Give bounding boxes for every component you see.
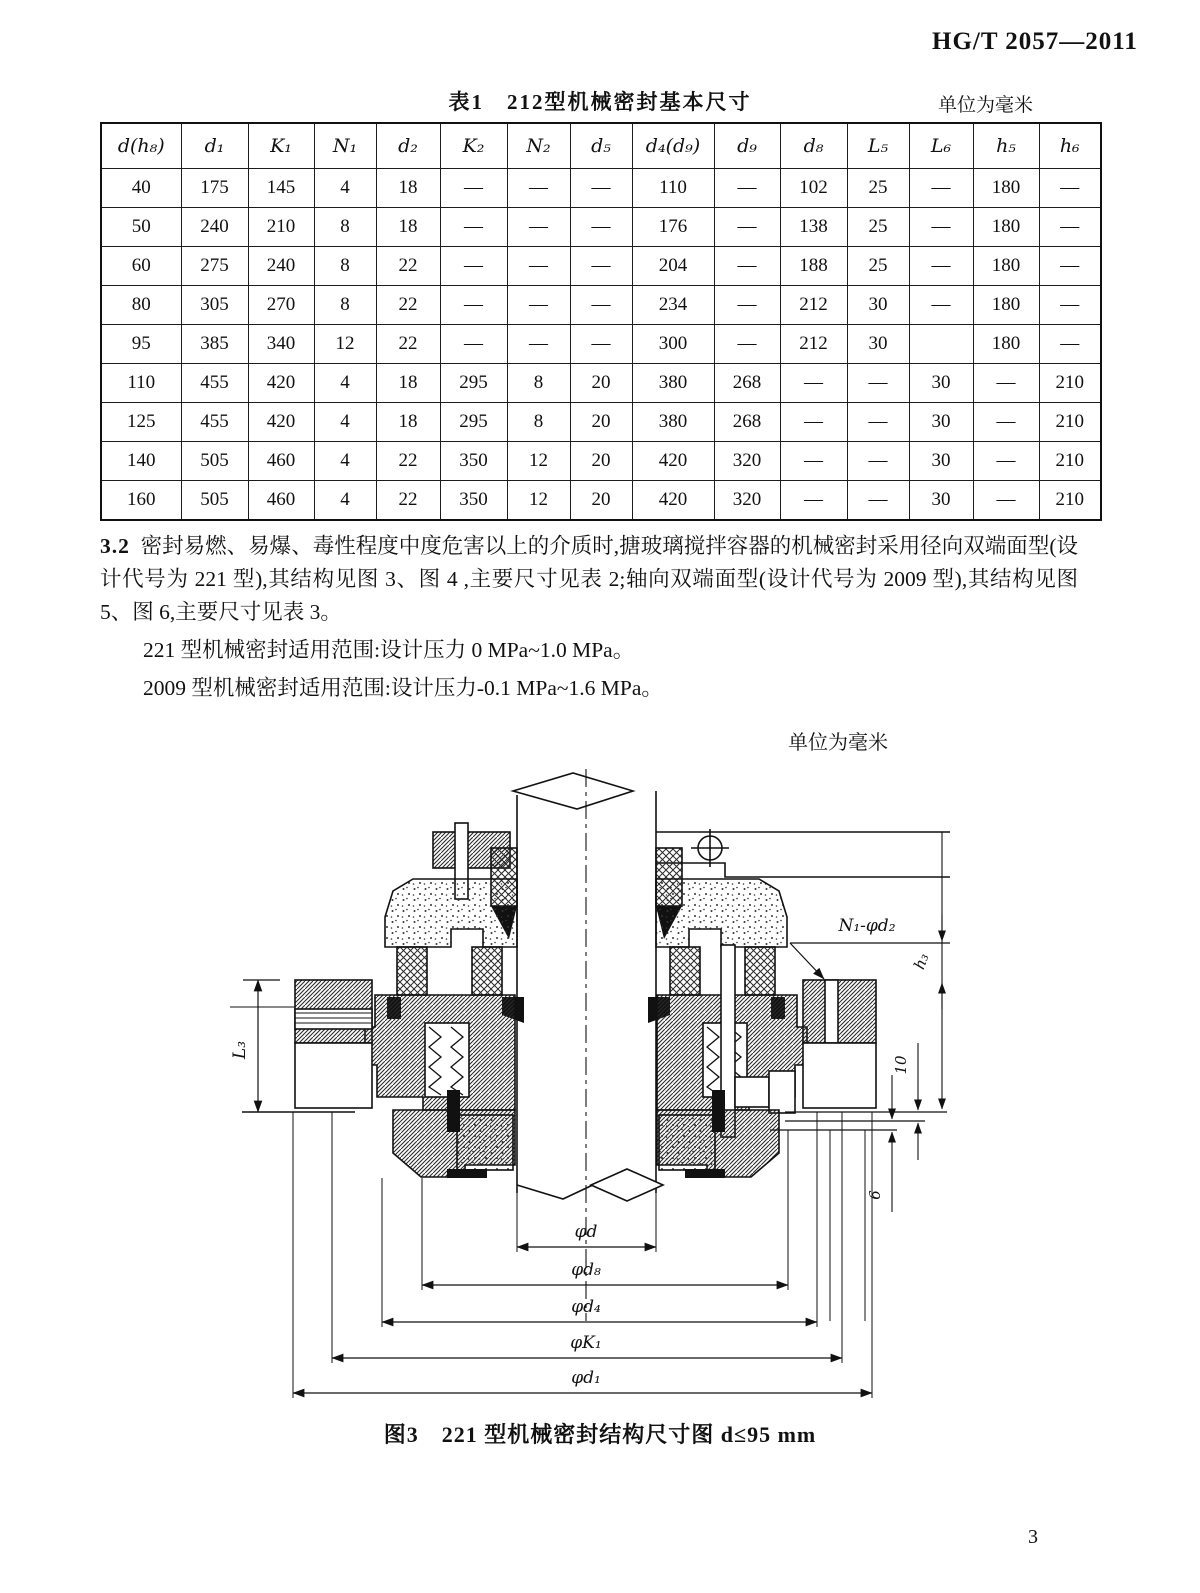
table-row [101,442,1101,481]
table-cell: 8 [314,286,376,325]
table-cell: 30 [909,364,973,403]
table-cell: 95 [101,325,181,364]
table-cell: — [1039,247,1101,286]
table-column-header: d₅ [570,123,632,169]
table-cell: 102 [780,169,847,208]
table-cell: 125 [101,403,181,442]
table-cell: 18 [376,403,440,442]
table-cell: 380 [632,403,714,442]
table-row [101,403,1101,442]
table-cell: — [440,208,507,247]
table-cell: — [714,286,780,325]
table-cell: 300 [632,325,714,364]
dim-phi-d: φd [574,1222,598,1242]
table-cell: 18 [376,169,440,208]
table-cell: 22 [376,481,440,521]
table-cell: 18 [376,364,440,403]
table-cell: 380 [632,364,714,403]
table-cell: 420 [248,364,314,403]
table-cell: — [847,403,909,442]
table-cell: 25 [847,208,909,247]
table-cell: — [1039,169,1101,208]
figure-unit-note: 单位为毫米 [788,732,888,754]
table-cell: 210 [1039,403,1101,442]
table-cell: — [973,442,1039,481]
table-cell: 295 [440,364,507,403]
table-cell: — [507,325,570,364]
table-cell: — [973,364,1039,403]
table-cell: 240 [248,247,314,286]
table-cell: 4 [314,403,376,442]
seal-cross-section-diagram [225,765,955,1400]
table-cell: 305 [181,286,248,325]
table-cell: — [570,325,632,364]
table-cell: 505 [181,481,248,521]
table-cell: 4 [314,364,376,403]
table-cell: — [780,442,847,481]
table-body [101,169,1101,521]
dim-L3: L₃ [230,1040,250,1060]
table-row [101,481,1101,521]
table-cell: 270 [248,286,314,325]
table-cell: 12 [314,325,376,364]
table-cell: 212 [780,325,847,364]
table-cell: 80 [101,286,181,325]
table-cell: 4 [314,169,376,208]
table-cell: 420 [248,403,314,442]
table-cell: 18 [376,208,440,247]
standard-code: HG/T 2057—2011 [932,28,1138,55]
table-cell: — [440,325,507,364]
table-column-header: K₁ [248,123,314,169]
dim-6: 6 [866,1190,884,1200]
table-cell: 180 [973,247,1039,286]
table-cell: 22 [376,325,440,364]
table-cell: 8 [507,403,570,442]
table-cell: — [507,247,570,286]
dim-10: 10 [892,1055,910,1075]
table-cell: 30 [909,442,973,481]
table-cell: 234 [632,286,714,325]
table-cell: 22 [376,247,440,286]
table-cell: 460 [248,481,314,521]
table-cell: — [440,286,507,325]
table-cell: 240 [181,208,248,247]
table-cell: 160 [101,481,181,521]
table-cell: 145 [248,169,314,208]
note-2009: 2009 型机械密封适用范围:设计压力-0.1 MPa~1.6 MPa。 [143,676,663,700]
table-cell: 210 [1039,442,1101,481]
table-cell: 12 [507,481,570,521]
table-cell: — [570,169,632,208]
table-column-header: d₄(d₉) [632,123,714,169]
table-cell: 350 [440,481,507,521]
table-cell: 30 [847,286,909,325]
table-cell: 40 [101,169,181,208]
table-cell: — [909,286,973,325]
table-cell: 22 [376,442,440,481]
table-cell: 110 [101,364,181,403]
table-cell: — [570,247,632,286]
table-row [101,247,1101,286]
table-cell: 320 [714,442,780,481]
table-column-header: L₅ [847,123,909,169]
table-cell: 350 [440,442,507,481]
table-title: 表1 212型机械密封基本尺寸 [448,90,752,114]
table-cell: 8 [314,208,376,247]
table-row [101,208,1101,247]
table-column-header: N₂ [507,123,570,169]
table-cell: — [714,325,780,364]
section-number: 3.2 [100,534,130,558]
table-cell: — [1039,286,1101,325]
table-cell: — [570,286,632,325]
figure-3-drawing [225,765,955,1400]
flange-right [803,980,876,1043]
table-cell: 4 [314,442,376,481]
table-cell: 30 [847,325,909,364]
table-cell: 175 [181,169,248,208]
table-column-header: h₅ [973,123,1039,169]
table-row [101,325,1101,364]
table-cell: 505 [181,442,248,481]
table-unit-note: 单位为毫米 [938,95,1034,116]
table-cell: 176 [632,208,714,247]
table-cell: — [1039,325,1101,364]
table-cell: 180 [973,208,1039,247]
label-N1-phid2: N₁-φd₂ [838,916,896,936]
table-cell: — [714,247,780,286]
table-row [101,286,1101,325]
dim-phi-d1: φd₁ [571,1368,601,1388]
table-cell: 320 [714,481,780,521]
table-cell: — [847,481,909,521]
table-cell: 420 [632,442,714,481]
table-cell: 180 [973,169,1039,208]
bolt-hole [825,980,838,1043]
table-header-row [101,123,1101,169]
housing-cap-left [385,879,517,947]
table-column-header: d(h₈) [101,123,181,169]
table-cell: 110 [632,169,714,208]
table-cell: — [847,442,909,481]
dim-phi-d4: φd₄ [571,1297,601,1317]
table-cell: 210 [1039,481,1101,521]
table-row [101,169,1101,208]
table-cell: 460 [248,442,314,481]
table-column-header: d₉ [714,123,780,169]
table-cell: 30 [909,481,973,521]
table-column-header: d₁ [181,123,248,169]
table-cell: 60 [101,247,181,286]
table-cell: — [570,208,632,247]
note-221: 221 型机械密封适用范围:设计压力 0 MPa~1.0 MPa。 [143,638,635,662]
table-cell: 188 [780,247,847,286]
table-cell: — [847,364,909,403]
table-cell: — [440,169,507,208]
table-column-header: N₁ [314,123,376,169]
table-column-header: K₂ [440,123,507,169]
table-cell: 204 [632,247,714,286]
table-cell: — [909,169,973,208]
flush-port [735,1077,769,1107]
table-cell: 20 [570,403,632,442]
dim-phi-K1: φK₁ [570,1333,602,1353]
page-number: 3 [1028,1526,1038,1548]
table-column-header: h₆ [1039,123,1101,169]
table-cell: 20 [570,481,632,521]
dimension-table [100,122,1102,521]
table-cell: 268 [714,403,780,442]
table-cell: 12 [507,442,570,481]
table-column-header: d₂ [376,123,440,169]
table-cell: — [973,481,1039,521]
table-cell: — [909,208,973,247]
table-cell: 50 [101,208,181,247]
table-cell: 210 [248,208,314,247]
dim-h3: h₃ [910,950,933,972]
table-column-header: L₆ [909,123,973,169]
table-cell: 455 [181,403,248,442]
table-cell: 385 [181,325,248,364]
table-cell: — [507,208,570,247]
table-cell: 22 [376,286,440,325]
table-cell: — [973,403,1039,442]
table-row [101,364,1101,403]
table-cell: — [714,169,780,208]
table-cell: — [780,403,847,442]
table-cell: 140 [101,442,181,481]
table-cell: 340 [248,325,314,364]
table-cell: 20 [570,442,632,481]
table-cell: 8 [507,364,570,403]
table-cell: — [507,169,570,208]
table-cell: — [780,364,847,403]
table-cell: — [1039,208,1101,247]
table-column-header: d₈ [780,123,847,169]
table-cell: 212 [780,286,847,325]
table-cell: — [440,247,507,286]
table-cell: 4 [314,481,376,521]
table-cell: 180 [973,325,1039,364]
table-cell: — [780,481,847,521]
table-cell: 8 [314,247,376,286]
figure-caption: 图3 221 型机械密封结构尺寸图 d≤95 mm [383,1422,817,1447]
table-cell: 25 [847,169,909,208]
table-cell: 25 [847,247,909,286]
dim-phi-d8: φd₈ [571,1260,601,1280]
table-cell: 210 [1039,364,1101,403]
table-cell: 275 [181,247,248,286]
table-cell: 30 [909,403,973,442]
housing-cap-right [656,879,787,947]
table-cell [909,325,973,364]
section-text: 密封易燃、易爆、毒性程度中度危害以上的介质时,搪玻璃搅拌容器的机械密封采用径向双端面型(设计代号为 221 型),其结构见图 3、图 4 ,主要尺寸见表 2;轴向双端面型(设计代号为 2009 型),其结构见图 5、图 6,主要尺寸见表 3。 [100,534,1078,624]
table-cell: — [909,247,973,286]
table-cell: 268 [714,364,780,403]
table-cell: 180 [973,286,1039,325]
table-cell: — [714,208,780,247]
section-3-2 [100,530,1078,629]
table-cell: 295 [440,403,507,442]
table-cell: 455 [181,364,248,403]
table-cell: 420 [632,481,714,521]
table-cell: 20 [570,364,632,403]
table-cell: — [507,286,570,325]
table-cell: 138 [780,208,847,247]
